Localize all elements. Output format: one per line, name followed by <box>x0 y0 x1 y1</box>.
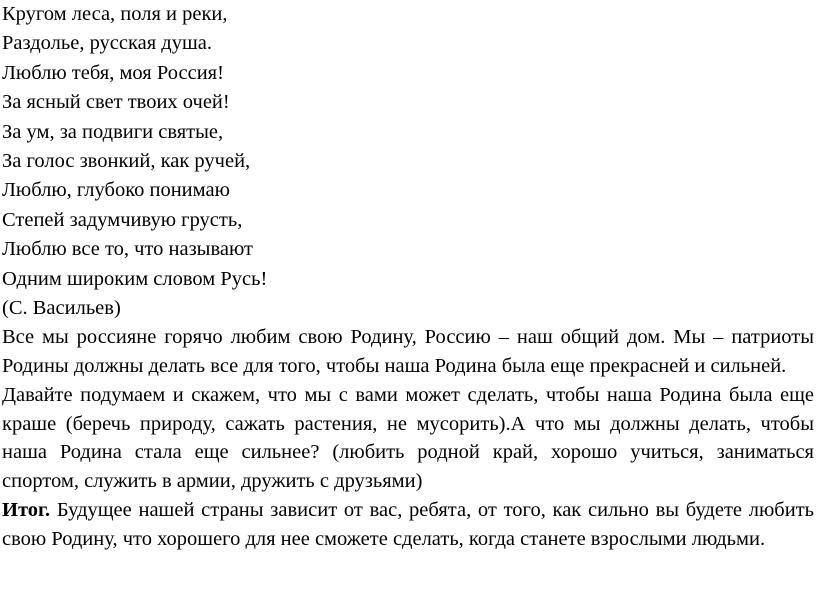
poem-line: Раздолье, русская душа. <box>2 32 212 55</box>
poem-author: (С. Васильев) <box>2 296 121 319</box>
poem-line: За ум, за подвиги святые, <box>2 120 224 143</box>
conclusion-text: Будущее нашей страны зависит от вас, ребята, от того, как сильно вы будете любить свою Родину, что хорошего для нее сможете сделать, когда станете взрослыми людьми. <box>2 499 814 550</box>
poem-line: Люблю тебя, моя Россия! <box>2 61 224 84</box>
poem-line: За ясный свет твоих очей! <box>2 91 230 114</box>
poem-line: Степей задумчивую грусть, <box>2 208 243 231</box>
poem-line: Кругом леса, поля и реки, <box>2 3 228 25</box>
paragraph-discussion: Давайте подумаем и скажем, что мы с вами может сделать, чтобы наша Родина была еще краше (беречь природу, сажать растения, не мусорить).А что мы должны делать, чтобы наша Родина стала еще сильнее? (любить родной край, хорошо учиться, заниматься спортом, служить в армии, дружить с друзьями) <box>2 383 814 493</box>
poem-line: Люблю все то, что называют <box>2 238 253 261</box>
paragraph-conclusion <box>2 496 814 554</box>
poem-line: За голос звонкий, как ручей, <box>2 149 251 172</box>
conclusion-label: Итог. <box>2 499 51 522</box>
poem-line: Одним широким словом Русь! <box>2 267 268 290</box>
poem <box>2 0 814 323</box>
poem-line: Люблю, глубоко понимаю <box>2 179 230 202</box>
paragraph-patriots: Все мы россияне горячо любим свою Родину, Россию – наш общий дом. Мы – патриоты Родины должны делать все для того, чтобы наша Родина была еще прекрасней и сильней. <box>2 326 814 378</box>
